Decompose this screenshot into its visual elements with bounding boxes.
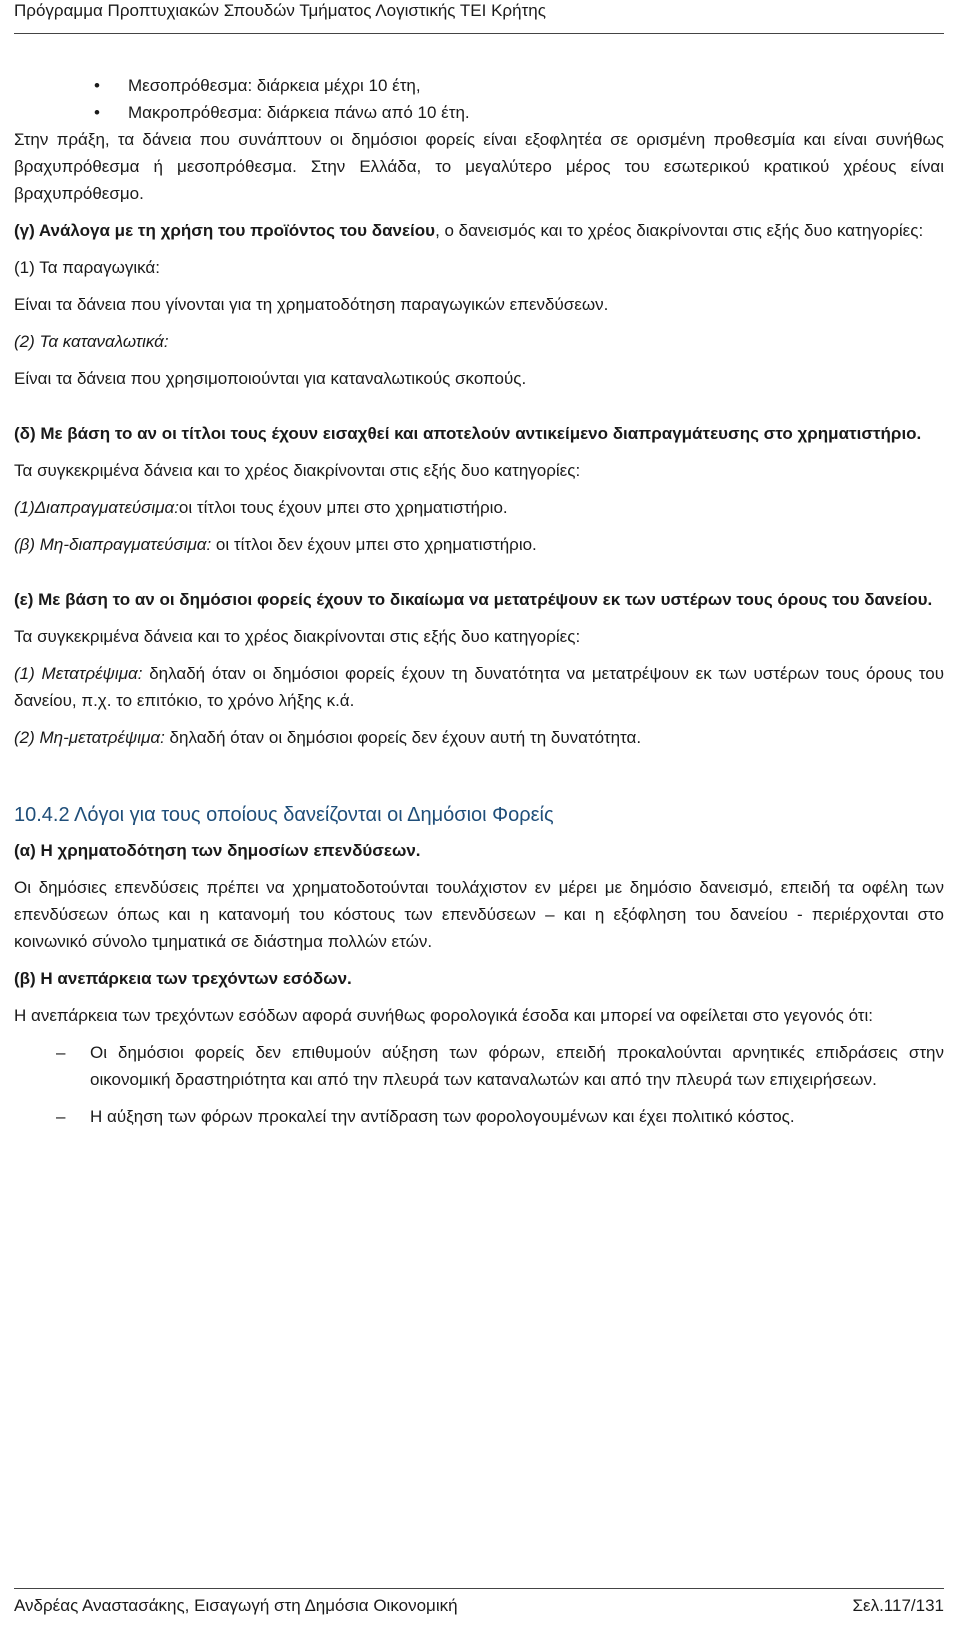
bullet-item: • Μακροπρόθεσμα: διάρκεια πάνω από 10 έτη. — [14, 99, 944, 126]
section-a-heading: (α) Η χρηματοδότηση των δημοσίων επενδύσεων. — [14, 841, 421, 860]
g-item1-label: (1) Τα παραγωγικά: — [14, 258, 160, 277]
d-item1: (1)Διαπραγματεύσιμα:οι τίτλοι τους έχουν μπει στο χρηματιστήριο. — [14, 498, 508, 517]
d-item2: (β) Μη-διαπραγματεύσιμα: οι τίτλοι δεν έχουν μπει στο χρηματιστήριο. — [14, 535, 537, 554]
bullet-icon: • — [94, 103, 100, 122]
bullet-icon: • — [94, 76, 100, 95]
dash-icon: – — [56, 1043, 66, 1062]
footer-author: Ανδρέας Αναστασάκης, Εισαγωγή στη Δημόσια Οικονομική — [14, 1596, 458, 1615]
page-number: Σελ.117/131 — [852, 1596, 944, 1615]
e-intro: Τα συγκεκριμένα δάνεια και το χρέος διακρίνονται στις εξής δυο κατηγορίες: — [14, 627, 581, 646]
d-heading: (δ) Με βάση το αν οι τίτλοι τους έχουν εισαχθεί και αποτελούν αντικείμενο διαπραγμάτευσης στο χρηματιστήριο. — [14, 424, 922, 443]
g-item1-text: Είναι τα δάνεια που γίνονται για τη χρηματοδότηση παραγωγικών επενδύσεων. — [14, 295, 609, 314]
e-item2: (2) Μη-μετατρέψιμα: δηλαδή όταν οι δημόσιοι φορείς δεν έχουν αυτή τη δυνατότητα. — [14, 728, 642, 747]
e-item1: (1) Μετατρέψιμα: δηλαδή όταν οι δημόσιοι φορείς έχουν τη δυνατότητα να μετατρέψουν εκ των υστέρων τους όρους του δανείου, π.χ. το επιτόκιο, το χρόνο λήξης κ.ά. — [14, 664, 945, 710]
page-footer — [14, 1588, 944, 1619]
bullet-item: • Μεσοπρόθεσμα: διάρκεια μέχρι 10 έτη, — [14, 72, 944, 99]
section-a-text: Οι δημόσιες επενδύσεις πρέπει να χρηματοδοτούνται τουλάχιστον εν μέρει με δημόσιο δανεισμό, επειδή τα οφέλη των επενδύσεων όπως και η κατανομή του κόστους των επενδύσεων – και η εξόφληση του δανείου - περιέρχονται στο κοινωνικό σύνολο τμηματικά σε διάστημα πολλών ετών. — [14, 878, 944, 951]
e-heading: (ε) Με βάση το αν οι δημόσιοι φορείς έχουν το δικαίωμα να μετατρέψουν εκ των υστέρων τους όρους του δανείου. — [14, 590, 933, 609]
g-item2-text: Είναι τα δάνεια που χρησιμοποιούνται για καταναλωτικούς σκοπούς. — [14, 369, 527, 388]
d-intro: Τα συγκεκριμένα δάνεια και το χρέος διακρίνονται στις εξής δυο κατηγορίες: — [14, 461, 581, 480]
dash-item: – Οι δημόσιοι φορείς δεν επιθυμούν αύξηση των φόρων, επειδή προκαλούνται αρνητικές επιδράσεις στην οικονομική δραστηριότητα και από την πλευρά των καταναλωτών και από την πλευρά των επιχειρήσεων. — [14, 1039, 944, 1093]
section-b-text: Η ανεπάρκεια των τρεχόντων εσόδων αφορά συνήθως φορολογικά έσοδα και μπορεί να οφείλεται στο γεγονός ότι: — [14, 1006, 874, 1025]
section-title: 10.4.2 Λόγοι για τους οποίους δανείζονται οι Δημόσιοι Φορείς — [14, 804, 554, 826]
section-b-heading: (β) Η ανεπάρκεια των τρεχόντων εσόδων. — [14, 969, 352, 988]
page-content — [14, 72, 944, 1140]
page-header — [14, 0, 944, 34]
g-item2-label: (2) Τα καταναλωτικά: — [14, 332, 169, 351]
dash-icon: – — [56, 1107, 66, 1126]
paragraph-g-heading: (γ) Ανάλογα με τη χρήση του προϊόντος του δανείου, ο δανεισμός και το χρέος διακρίνονται στις εξής δυο κατηγορίες: — [14, 221, 924, 240]
paragraph-practice: Στην πράξη, τα δάνεια που συνάπτουν οι δημόσιοι φορείς είναι εξοφλητέα σε ορισμένη προθεσμία και είναι συνήθως βραχυπρόθεσμα ή μεσοπρόθεσμα. Στην Ελλάδα, το μεγαλύτερο μέρος του εσωτερικού κρατικού χρέους είναι βραχυπρόθεσμο. — [14, 130, 944, 203]
dash-item: – Η αύξηση των φόρων προκαλεί την αντίδραση των φορολογουμένων και έχει πολιτικό κόστος. — [14, 1103, 944, 1130]
header-title: Πρόγραμμα Προπτυχιακών Σπουδών Τμήματος Λογιστικής ΤΕΙ Κρήτης — [14, 1, 546, 20]
